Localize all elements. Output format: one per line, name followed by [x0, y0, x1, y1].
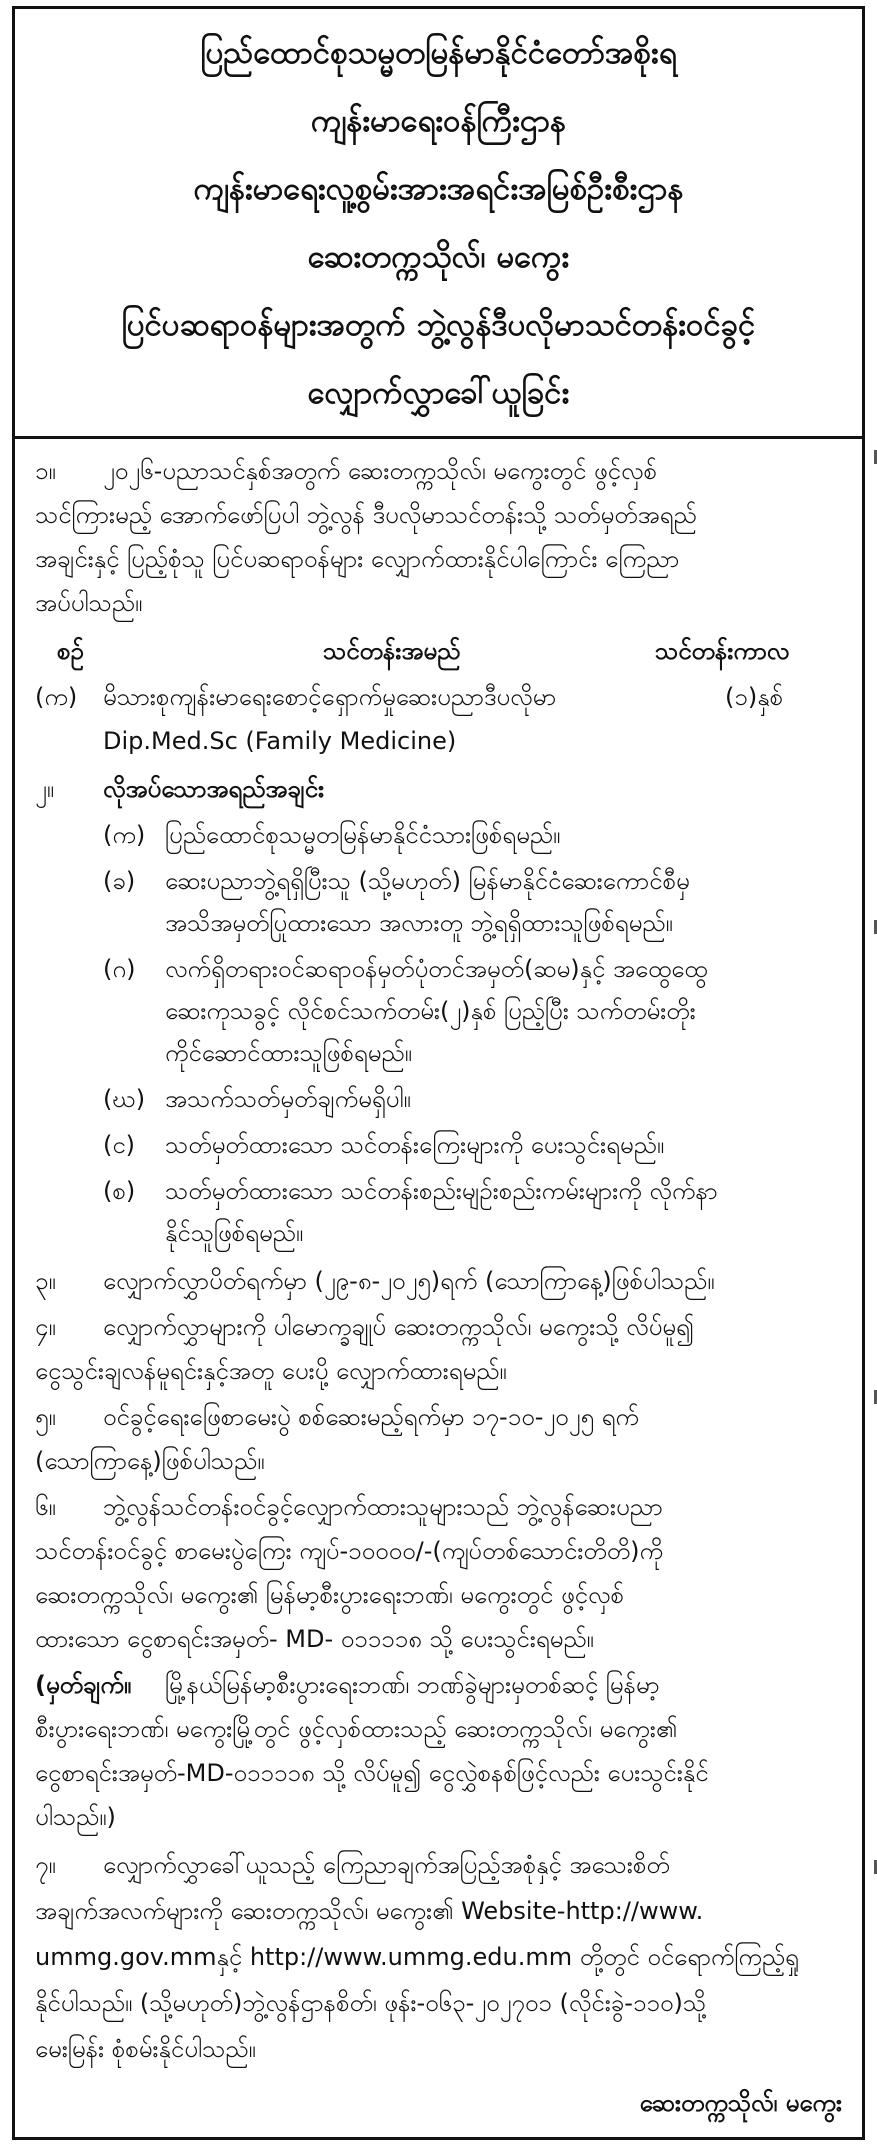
header-university: ဆေးတက္ကသိုလ်၊ မကွေး — [307, 239, 570, 275]
section5-line: (သောကြာနေ့)ဖြစ်ပါသည်။ — [35, 1447, 265, 1475]
table-header-no: စဉ် — [57, 637, 84, 665]
section3-text: လျှောက်လွှာပိတ်ရက်မှာ (၂၉-၈-၂၀၂၅)ရက် (သောကြာနေ့)ဖြစ်ပါသည်။ — [103, 1267, 715, 1295]
qualification-label: (ဃ) — [103, 1085, 146, 1113]
section4-line: ငွေသွင်းချလန်မူရင်းနှင့်အတူ ပေးပို့ လျှောက်ထားရမည်။ — [35, 1357, 507, 1385]
section2-title: လိုအပ်သောအရည်အချင်း — [103, 775, 325, 803]
note-label: (မှတ်ချက်။ — [35, 1671, 132, 1699]
qualification-text: ကိုင်ဆောင်ထားသူဖြစ်ရမည်။ — [165, 1039, 412, 1067]
note-line: စီးပွားရေးဘဏ်၊ မကွေးမြို့တွင် ဖွင့်လှစ်ထားသည့် ဆေးတက္ကသိုလ်၊ မကွေး၏ — [35, 1715, 678, 1743]
table-header-duration: သင်တန်းကာလ — [655, 637, 790, 665]
announcement-header — [15, 9, 862, 439]
qualification-label: (က) — [103, 821, 146, 849]
section7-line: လျှောက်လွှာခေါ်ယူသည့် ကြေညာချက်အပြည့်အစုံနှင့် အသေးစိတ် — [103, 1851, 670, 1879]
qualification-text: အသိအမှတ်ပြုထားသော အလားတူ ဘွဲ့ရရှိထားသူဖြစ်ရမည်။ — [165, 909, 673, 937]
section4-number: ၄။ — [35, 1313, 56, 1341]
qualification-text: သတ်မှတ်ထားသော သင်တန်းစည်းမျဉ်းစည်းကမ်းများကို လိုက်နာ — [165, 1177, 718, 1205]
note-line: မြို့နယ်မြန်မာ့စီးပွားရေးဘဏ်၊ ဘဏ်ခွဲများမှတစ်ဆင့် မြန်မာ့ — [165, 1671, 660, 1699]
qualification-text: နိုင်သူဖြစ်ရမည်။ — [165, 1219, 304, 1247]
section6-line: သင်တန်းဝင်ခွင့် စာမေးပွဲကြေး ကျပ်-၁၀၀၀၀/-(ကျပ်တစ်သောင်းတိတိ)ကို — [35, 1537, 663, 1565]
qualification-label: (င) — [103, 1131, 136, 1159]
section6-line: ဆေးတက္ကသိုလ်၊ မကွေး၏ မြန်မာ့စီးပွားရေးဘဏ်၊ မကွေးတွင် ဖွင့်လှစ် — [35, 1581, 624, 1609]
section7-line: နိုင်ပါသည်။ (သို့မဟုတ်)ဘွဲ့လွန်ဌာနစိတ်၊ ဖုန်း-၀၆၃-၂၀၂၇၀၁ (လိုင်းခွဲ-၁၁၀)သို့ — [35, 1989, 707, 2017]
table-row-name: မိသားစုကျန်းမာရေးစောင့်ရှောက်မှုဆေးပညာဒီပလိုမာ — [103, 683, 557, 711]
qualification-text: ပြည်ထောင်စုသမ္မတမြန်မာနိုင်ငံသားဖြစ်ရမည်။ — [165, 821, 561, 849]
header-ministry: ကျန်းမာရေးဝန်ကြီးဌာန — [311, 103, 566, 139]
section6-line: ထားသော ငွေစာရင်းအမှတ်- MD- ၀၁၁၁၁၈ သို့ ပေးသွင်းရမည်။ — [35, 1625, 594, 1653]
section7-line: မေးမြန်း စုံစမ်းနိုင်ပါသည်။ — [35, 2035, 256, 2063]
section4-line: လျှောက်လွှာများကို ပါမောက္ခချုပ် ဆေးတက္ကသိုလ်၊ မကွေးသို့ လိပ်မူ၍ — [103, 1313, 694, 1341]
qualification-text: လက်ရှိတရားဝင်ဆရာဝန်မှတ်ပုံတင်အမှတ်(ဆမ)နှင့် အထွေထွေ — [165, 955, 708, 983]
section7-number: ၇။ — [35, 1851, 56, 1879]
section7-line: အချက်အလက်များကို ဆေးတက္ကသိုလ်၊ မကွေး၏ Website-http://www. — [35, 1897, 704, 1925]
section1-number: ၁။ — [35, 457, 56, 485]
section5-line: ဝင်ခွင့်ရေးဖြေစာမေးပွဲ စစ်ဆေးမည့်ရက်မှာ ၁၇-၁၀-၂၀၂၅ ရက် — [103, 1403, 639, 1431]
qualification-text: သတ်မှတ်ထားသော သင်တန်းကြေးများကို ပေးသွင်းရမည်။ — [165, 1131, 665, 1159]
table-header-name: သင်တန်းအမည် — [323, 637, 461, 665]
section6-line: ဘွဲ့လွန်သင်တန်းဝင်ခွင့်လျှောက်ထားသူများသည် ဘွဲ့လွန်ဆေးပညာ — [103, 1493, 663, 1521]
section1-line: သင်ကြားမည့် အောက်ဖော်ပြပါ ဘွဲ့လွန် ဒီပလိုမာသင်တန်းသို့ သတ်မှတ်အရည် — [35, 501, 697, 529]
qualification-label: (ဂ) — [103, 955, 136, 983]
header-course-title: ပြင်ပဆရာဝန်များအတွက် ဘွဲ့လွန်ဒီပလိုမာသင်တန်းဝင်ခွင့် — [121, 307, 756, 343]
qualification-label: (ခ) — [103, 867, 136, 895]
section5-number: ၅။ — [35, 1403, 56, 1431]
note-line: ပါသည်။) — [35, 1803, 116, 1831]
qualification-text: အသက်သတ်မှတ်ချက်မရှိပါ။ — [165, 1085, 411, 1113]
note-line: ငွေစာရင်းအမှတ်-MD-၀၁၁၁၁၈ သို့ လိပ်မူ၍ ငွေလွှဲစနစ်ဖြင့်လည်း ပေးသွင်းနိုင် — [35, 1759, 709, 1787]
section6-number: ၆။ — [35, 1493, 56, 1521]
announcement-frame — [12, 6, 865, 2140]
header-department: ကျန်းမာရေးလူ့စွမ်းအားအရင်းအမြစ်ဦးစီးဌာန — [193, 171, 684, 207]
section3-number: ၃။ — [35, 1267, 56, 1295]
section1-line: ၂၀၂၆-ပညာသင်နှစ်အတွက် ဆေးတက္ကသိုလ်၊ မကွေးတွင် ဖွင့်လှစ် — [103, 457, 657, 485]
section2-number: ၂။ — [35, 775, 55, 803]
announcement-body — [15, 439, 862, 2137]
table-row-english: Dip.Med.Sc (Family Medicine) — [103, 727, 457, 755]
qualification-label: (စ) — [103, 1177, 136, 1205]
qualification-text: ဆေးပညာဘွဲ့ရရှိပြီးသူ (သို့မဟုတ်) မြန်မာနိုင်ငံဆေးကောင်စီမှ — [165, 867, 690, 895]
header-government: ပြည်ထောင်စုသမ္မတမြန်မာနိုင်ငံတော်အစိုးရ — [200, 35, 677, 71]
qualification-text: ဆေးကုသခွင့် လိုင်စင်သက်တမ်း(၂)နှစ် ပြည့်ပြီး သက်တမ်းတိုး — [165, 997, 696, 1025]
table-row-no: (က) — [35, 683, 78, 711]
section1-line: အပ်ပါသည်။ — [35, 589, 143, 617]
section1-line: အချင်းနှင့် ပြည့်စုံသူ ပြင်ပဆရာဝန်များ လျှောက်ထားနိုင်ပါကြောင်း ကြေညာ — [35, 545, 680, 573]
signature-issuer: ဆေးတက္ကသိုလ်၊ မကွေး — [639, 2089, 842, 2117]
section7-line: ummg.gov.mmနှင့် http://www.ummg.edu.mm တို့တွင် ဝင်ရောက်ကြည့်ရှု — [35, 1943, 799, 1971]
table-row-duration: (၁)နှစ် — [725, 683, 784, 711]
header-invitation: လျှောက်လွှာခေါ်ယူခြင်း — [307, 375, 570, 411]
